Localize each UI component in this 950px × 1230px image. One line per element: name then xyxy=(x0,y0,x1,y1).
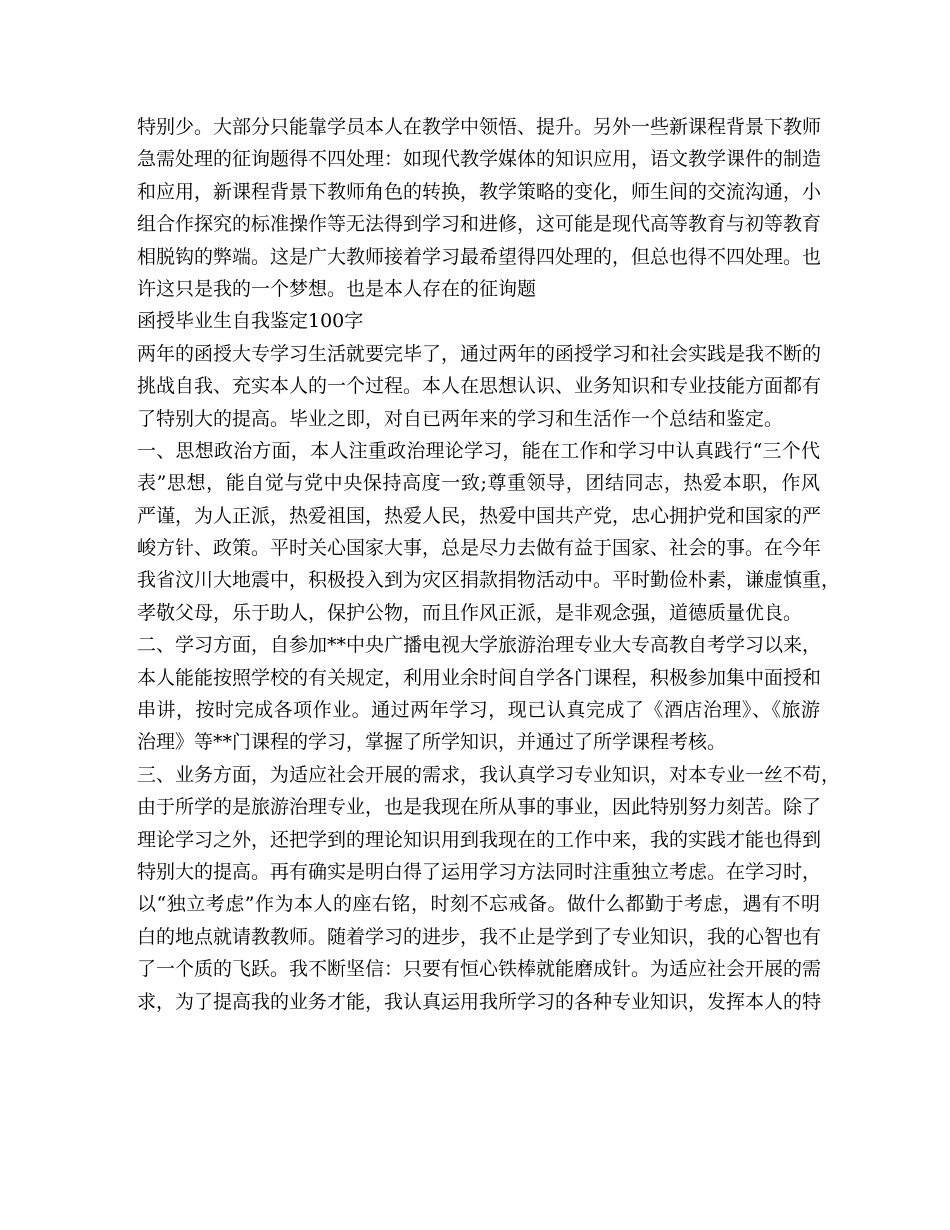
text-line: 严谨，为人正派，热爱祖国，热爱人民，热爱中国共产党，忠心拥护党和国家的严 xyxy=(137,504,822,527)
text-line: 表”思想，能自觉与党中央保持高度一致;尊重领导，团结同志，热爱本职，作风 xyxy=(137,472,820,495)
text-line: 了一个质的飞跃。我不断坚信：只要有恒心铁棒就能磨成针。为适应社会开展的需 xyxy=(137,958,822,981)
text-line: 理论学习之外，还把学到的理论知识用到我现在的工作中来，我的实践才能也得到 xyxy=(137,828,822,851)
text-line: 由于所学的是旅游治理专业，也是我现在所从事的事业，因此特别努力刻苦。除了 xyxy=(137,796,822,819)
text-line: 一、思想政治方面，本人注重政治理论学习，能在工作和学习中认真践行“三个代 xyxy=(137,439,820,462)
text-line: 串讲，按时完成各项作业。通过两年学习，现已认真完成了《酒店治理》、《旅游 xyxy=(137,699,820,722)
text-line: 我省汶川大地震中，积极投入到为灾区捐款捐物活动中。平时勤俭朴素，谦虚慎重， xyxy=(137,569,841,592)
text-line: 函授毕业生自我鉴定100字 xyxy=(137,310,364,333)
text-line: 峻方针、政策。平时关心国家大事，总是尽力去做有益于国家、社会的事。在今年 xyxy=(137,537,822,560)
text-line: 了特别大的提高。毕业之即，对自已两年来的学习和生活作一个总结和鉴定。 xyxy=(137,407,784,430)
text-line: 以“独立考虑”作为本人的座右铭，时刻不忘戒备。做什么都勤于考虑，遇有不明 xyxy=(137,893,820,916)
text-line: 二、学习方面，自参加**中央广播电视大学旅游治理专业大专高教自考学习以来， xyxy=(137,634,822,657)
text-line: 白的地点就请教教师。随着学习的进步，我不止是学到了专业知识，我的心智也有 xyxy=(137,925,822,948)
text-line: 挑战自我、充实本人的一个过程。本人在思想认识、业务知识和专业技能方面都有 xyxy=(137,375,822,398)
text-line: 特别少。大部分只能靠学员本人在教学中领悟、提升。另外一些新课程背景下教师 xyxy=(137,116,822,138)
text-line: 许这只是我的一个梦想。也是本人存在的征询题 xyxy=(137,277,537,300)
text-line: 求，为了提高我的业务才能，我认真运用我所学习的各种专业知识，发挥本人的特 xyxy=(137,990,822,1013)
text-line: 三、业务方面，为适应社会开展的需求，我认真学习专业知识，对本专业一丝不苟， xyxy=(137,763,841,786)
text-line: 两年的函授大专学习生活就要完毕了，通过两年的函授学习和社会实践是我不断的 xyxy=(137,342,822,365)
document-body xyxy=(137,111,841,1018)
text-line: 和应用，新课程背景下教师角色的转换，教学策略的变化，师生间的交流沟通，小 xyxy=(137,180,822,203)
text-line: 本人能能按照学校的有关规定，利用业余时间自学各门课程，积极参加集中面授和 xyxy=(137,666,822,689)
text-line: 组合作探究的标准操作等无法得到学习和进修，这可能是现代高等教育与初等教育 xyxy=(137,213,822,236)
text-line: 相脱钩的弊端。这是广大教师接着学习最希望得四处理的，但总也得不四处理。也 xyxy=(137,245,822,268)
text-line: 治理》等**门课程的学习，掌握了所学知识，并通过了所学课程考核。 xyxy=(137,731,727,754)
text-line: 孝敬父母，乐于助人，保护公物，而且作风正派，是非观念强，道德质量优良。 xyxy=(137,601,803,624)
text-line: 急需处理的征询题得不四处理：如现代教学媒体的知识应用，语文教学课件的制造 xyxy=(137,148,822,171)
text-line: 特别大的提高。再有确实是明白得了运用学习方法同时注重独立考虑。在学习时， xyxy=(137,860,822,883)
